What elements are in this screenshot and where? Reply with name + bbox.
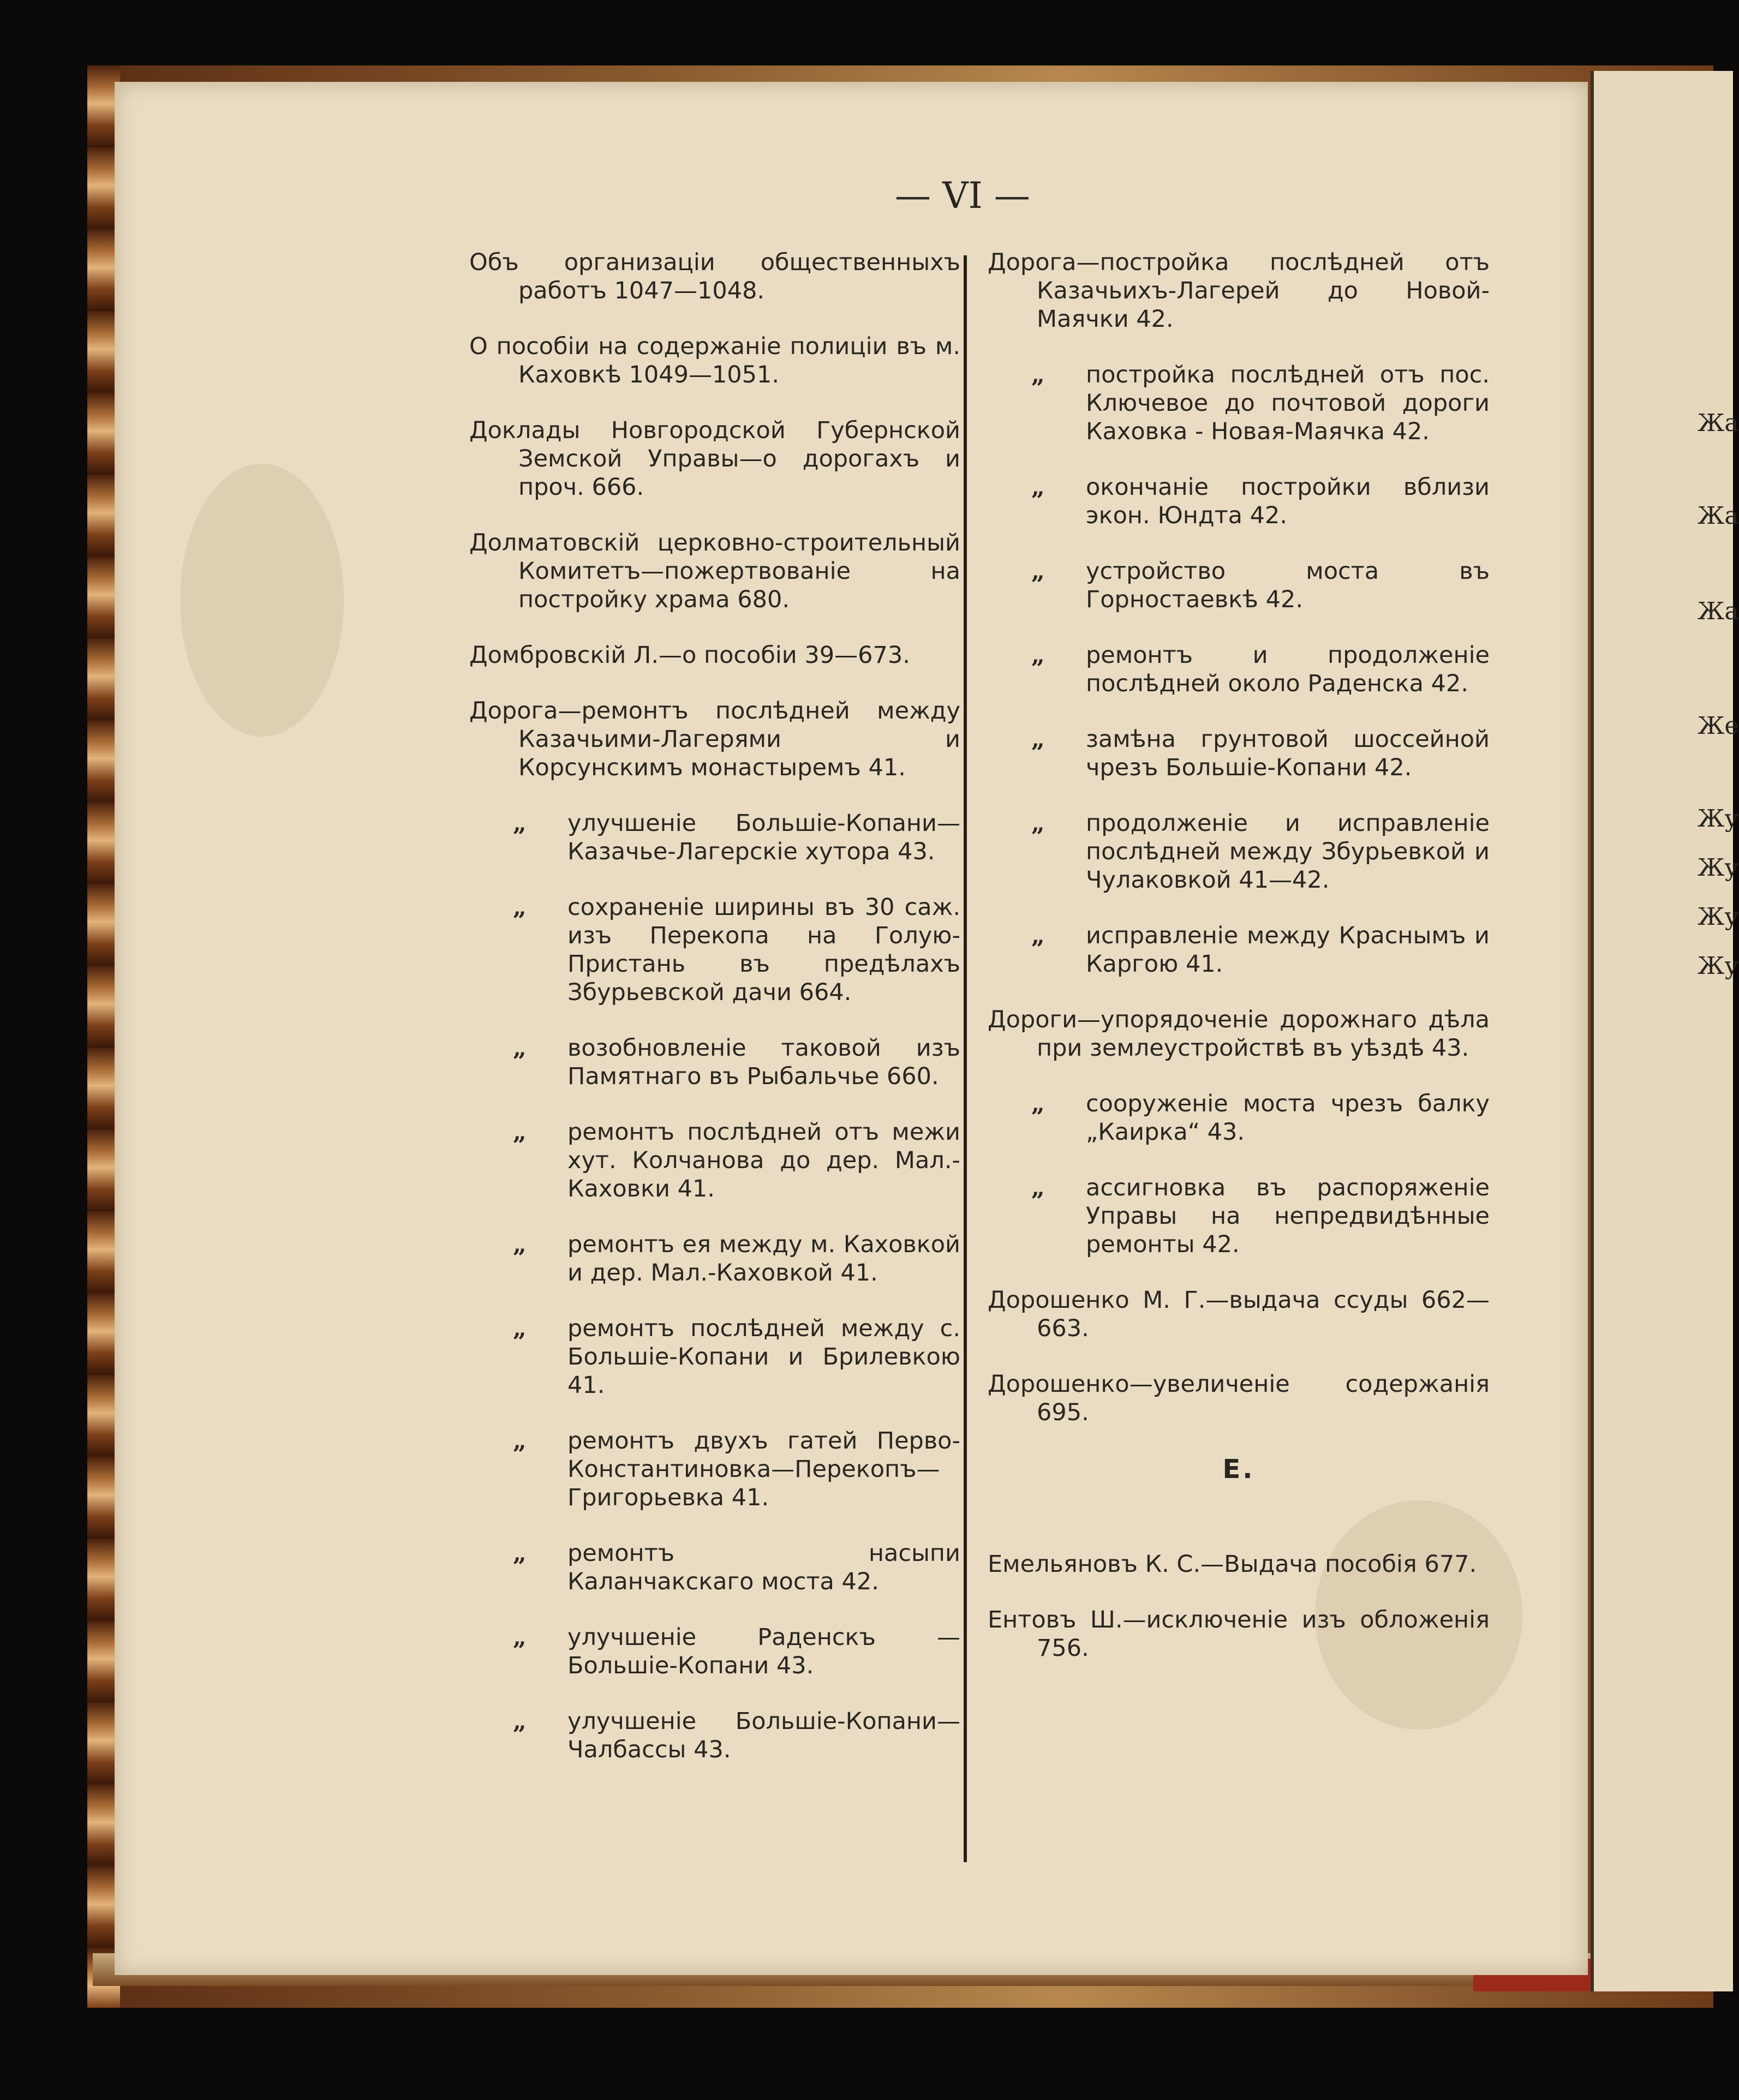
index-subentry bbox=[469, 1230, 960, 1287]
ditto-mark: „ bbox=[1031, 558, 1045, 585]
entry-text: Дороги—упорядоченіе дорожнаго дѣла при землеустройствѣ въ уѣздѣ 43. bbox=[988, 1006, 1490, 1062]
index-subentry bbox=[988, 922, 1490, 978]
next-page-fragment: Жу bbox=[1698, 805, 1739, 833]
index-entry bbox=[469, 529, 960, 614]
entry-text: Дорога—постройка послѣдней отъ Казачьихъ-Лагерей до Новой-Маячки 42. bbox=[988, 249, 1490, 333]
entry-text: постройка послѣдней отъ пос. Ключевое до почтовой дороги Каховка - Новая-Маячка 42. bbox=[1086, 361, 1490, 445]
entry-text: улучшеніе Большіе-Копани—Казачье-Лагерскіе хутора 43. bbox=[567, 810, 960, 865]
ditto-mark: „ bbox=[513, 1034, 527, 1062]
index-subentry bbox=[988, 641, 1490, 698]
index-subentry bbox=[988, 557, 1490, 614]
ditto-mark: „ bbox=[1031, 642, 1045, 669]
entry-text: Дорошенко—увеличеніе содержанія 695. bbox=[988, 1371, 1490, 1426]
ditto-mark: „ bbox=[513, 1315, 527, 1342]
entry-text: Доклады Новгородской Губернской Земской Управы—о дорогахъ и проч. 666. bbox=[469, 417, 960, 501]
index-entry bbox=[988, 1286, 1490, 1343]
entry-text: ремонтъ двухъ гатей Перво-Константиновка—Перекопъ—Григорьевка 41. bbox=[567, 1427, 960, 1511]
entry-text: сооруженіе моста чрезъ балку „Каирка“ 43. bbox=[1086, 1090, 1490, 1146]
ditto-mark: „ bbox=[513, 1540, 527, 1567]
entry-text: ремонтъ ея между м. Каховкой и дер. Мал.-Каховкой 41. bbox=[567, 1231, 960, 1287]
ditto-mark: „ bbox=[1031, 361, 1045, 388]
entry-text: сохраненіе ширины въ 30 саж. изъ Перекопа на Голую-Пристань въ предѣлахъ Збурьевской дачи 664. bbox=[567, 894, 960, 1006]
entry-text: Ентовъ Ш.—исключеніе изъ обложенія 756. bbox=[988, 1606, 1490, 1662]
ditto-mark: „ bbox=[513, 1708, 527, 1735]
entry-text: замѣна грунтовой шоссейной чрезъ Большіе-Копани 42. bbox=[1086, 726, 1490, 781]
entry-text: Долматовскій церковно-строительный Комитетъ—пожертвованіе на постройку храма 680. bbox=[469, 529, 960, 613]
ditto-mark: „ bbox=[1031, 1174, 1045, 1201]
ditto-mark: „ bbox=[1031, 922, 1045, 949]
entry-text: Дорога—ремонтъ послѣдней между Казачьими-Лагерями и Корсунскимъ монастыремъ 41. bbox=[469, 697, 960, 781]
entry-text: устройство моста въ Горностаевкѣ 42. bbox=[1086, 558, 1490, 613]
index-entry bbox=[988, 1606, 1490, 1662]
index-subentry bbox=[469, 1623, 960, 1680]
entry-text: ремонтъ и продолженіе послѣдней около Раденска 42. bbox=[1086, 642, 1490, 697]
ditto-mark: „ bbox=[513, 894, 527, 921]
index-subentry bbox=[988, 1090, 1490, 1146]
index-entry bbox=[988, 1550, 1490, 1578]
page-number: — VI — bbox=[895, 175, 1030, 217]
entry-text: продолженіе и исправленіе послѣдней между Збурьевкой и Чулаковкой 41—42. bbox=[1086, 810, 1490, 894]
next-page-edge bbox=[1591, 71, 1739, 1991]
index-entry bbox=[988, 1006, 1490, 1062]
entry-text: ремонтъ послѣдней между с. Большіе-Копани и Брилевкою 41. bbox=[567, 1315, 960, 1399]
ditto-mark: „ bbox=[513, 810, 527, 837]
index-subentry bbox=[469, 1034, 960, 1091]
entry-text: ассигновка въ распоряженіе Управы на непредвидѣнные ремонты 42. bbox=[1086, 1174, 1490, 1258]
ditto-mark: „ bbox=[513, 1118, 527, 1146]
index-subentry bbox=[469, 1539, 960, 1596]
index-entry bbox=[469, 697, 960, 782]
index-entry bbox=[988, 1370, 1490, 1427]
ditto-mark: „ bbox=[513, 1427, 527, 1455]
index-subentry bbox=[469, 1707, 960, 1764]
ditto-mark: „ bbox=[1031, 1090, 1045, 1117]
next-page-fragment: Жа bbox=[1698, 502, 1739, 530]
ditto-mark: „ bbox=[1031, 726, 1045, 753]
entry-text: О пособіи на содержаніе полиціи въ м. Каховкѣ 1049—1051. bbox=[469, 333, 960, 388]
section-letter: Е. bbox=[1222, 1454, 1255, 1485]
ditto-mark: „ bbox=[513, 1231, 527, 1258]
entry-text: Домбровскій Л.—о пособіи 39—673. bbox=[469, 642, 910, 669]
next-page-fragment: Жу bbox=[1698, 854, 1739, 882]
index-subentry bbox=[988, 809, 1490, 894]
index-entry bbox=[469, 641, 960, 669]
entry-text: окончаніе постройки вблизи экон. Юндта 42. bbox=[1086, 474, 1490, 529]
index-subentry bbox=[469, 809, 960, 866]
index-subentry bbox=[469, 1118, 960, 1203]
index-subentry bbox=[469, 1427, 960, 1512]
index-entry bbox=[469, 332, 960, 389]
index-subentry bbox=[988, 473, 1490, 530]
entry-text: ремонтъ насыпи Каланчакскаго моста 42. bbox=[567, 1540, 960, 1595]
entry-text: исправленіе между Краснымъ и Каргою 41. bbox=[1086, 922, 1490, 978]
index-entry bbox=[469, 416, 960, 501]
right-column bbox=[988, 248, 1490, 1690]
index-subentry bbox=[988, 725, 1490, 782]
entry-text: Емельяновъ К. С.—Выдача пособія 677. bbox=[988, 1551, 1477, 1578]
index-subentry bbox=[988, 361, 1490, 446]
next-page-fragment: Жа bbox=[1698, 597, 1739, 625]
column-divider bbox=[964, 255, 967, 1862]
index-subentry bbox=[469, 1314, 960, 1399]
ditto-mark: „ bbox=[1031, 474, 1045, 501]
left-column bbox=[469, 248, 960, 1791]
entry-text: возобновленіе таковой изъ Памятнаго въ Рыбальчье 660. bbox=[567, 1034, 960, 1090]
next-page-fragment: Же bbox=[1698, 712, 1739, 740]
ditto-mark: „ bbox=[513, 1624, 527, 1651]
next-page-fragment: Жа bbox=[1698, 409, 1739, 437]
entry-text: улучшеніе Раденскъ — Большіе-Копани 43. bbox=[567, 1624, 960, 1679]
index-entry bbox=[469, 248, 960, 305]
next-page-fragment: Жу bbox=[1698, 903, 1739, 931]
entry-text: улучшеніе Большіе-Копани—Чалбассы 43. bbox=[567, 1708, 960, 1763]
entry-text: ремонтъ послѣдней отъ межи хут. Колчанова до дер. Мал.-Каховки 41. bbox=[567, 1118, 960, 1202]
next-page-fragment: Жу bbox=[1698, 952, 1739, 980]
index-subentry bbox=[469, 893, 960, 1007]
ditto-mark: „ bbox=[1031, 810, 1045, 837]
index-subentry bbox=[988, 1174, 1490, 1259]
index-entry bbox=[988, 248, 1490, 333]
entry-text: Объ организаціи общественныхъ работъ 1047—1048. bbox=[469, 249, 960, 304]
entry-text: Дорошенко М. Г.—выдача ссуды 662—663. bbox=[988, 1287, 1490, 1342]
